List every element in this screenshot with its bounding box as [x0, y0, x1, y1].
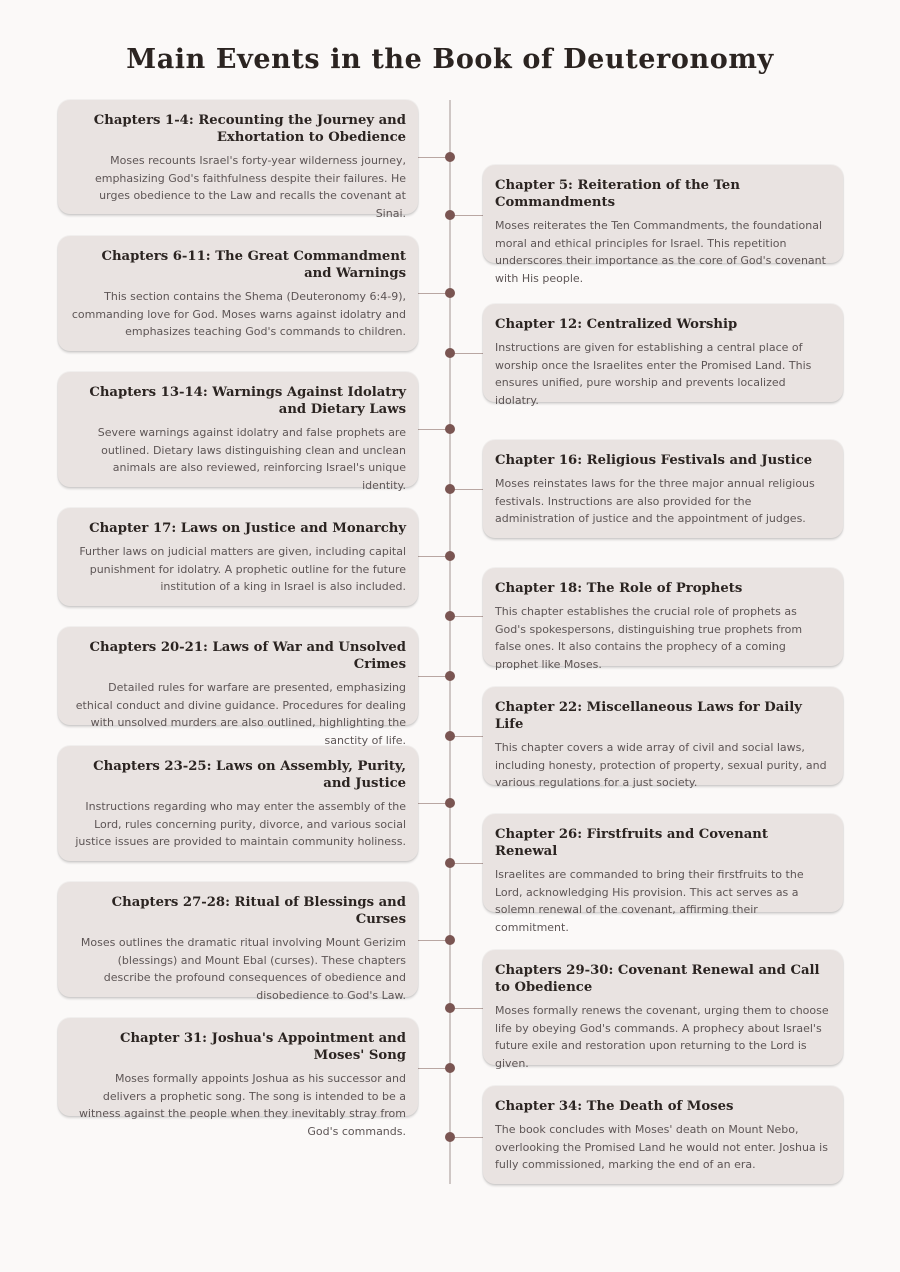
timeline-dot	[445, 731, 455, 741]
event-heading: Chapters 13-14: Warnings Against Idolatry and Dietary Laws	[89, 385, 406, 417]
event-heading: Chapter 18: The Role of Prophets	[495, 581, 743, 596]
event-card	[483, 814, 843, 934]
event-heading: Chapters 29-30: Covenant Renewal and Call to Obedience	[495, 963, 820, 995]
event-card	[483, 687, 843, 789]
event-description: This section contains the Shema (Deuteronomy 6:4-9), commanding love for God. Moses warns against idolatry and emphasizes teaching God's commands to children.	[71, 290, 406, 338]
event-heading: Chapters 6-11: The Great Commandment and Warnings	[101, 249, 406, 281]
event-card	[58, 746, 418, 861]
event-description: This chapter establishes the crucial role of prophets as God's spokespersons, distinguishing true prophets from false ones. It also contains the prophecy of a coming prophet like Moses.	[495, 605, 803, 671]
event-heading: Chapter 34: The Death of Moses	[495, 1099, 734, 1114]
event-heading: Chapters 20-21: Laws of War and Unsolved Crimes	[89, 640, 406, 672]
event-description: Israelites are commanded to bring their firstfruits to the Lord, acknowledging His provision. This act serves as a solemn renewal of the covenant, affirming their commitment.	[495, 868, 804, 934]
event-description: Instructions are given for establishing a central place of worship once the Israelites enter the Promised Land. This ensures unified, pure worship and prevents localized idolatry.	[495, 341, 812, 407]
event-description: Moses outlines the dramatic ritual involving Mount Gerizim (blessings) and Mount Ebal (curses). These chapters describe the profound consequences of obedience and disobedience to God's Law.	[80, 936, 406, 1002]
event-description: This chapter covers a wide array of civil and social laws, including honesty, protection of property, sexual purity, and various regulations for a just society.	[495, 741, 827, 789]
event-description: Severe warnings against idolatry and false prophets are outlined. Dietary laws distinguishing clean and unclean animals are also reviewed, reinforcing Israel's unique identity.	[97, 426, 406, 492]
event-description: Moses formally appoints Joshua as his successor and delivers a prophetic song. The song is intended to be a witness against the people when they inevitably stray from God's commands.	[78, 1072, 406, 1138]
timeline-line	[449, 100, 451, 1184]
event-card	[58, 100, 418, 220]
event-card	[58, 236, 418, 351]
event-card	[483, 165, 843, 285]
event-heading: Chapter 17: Laws on Justice and Monarchy	[89, 521, 406, 536]
timeline-dot	[445, 484, 455, 494]
event-heading: Chapter 5: Reiteration of the Ten Commandments	[495, 178, 740, 210]
event-description: Moses reinstates laws for the three major annual religious festivals. Instructions are also provided for the administration of justice and the appointment of judges.	[495, 477, 815, 525]
timeline-dot	[445, 551, 455, 561]
timeline-dot	[445, 798, 455, 808]
timeline-dot	[445, 424, 455, 434]
event-description: Moses recounts Israel's forty-year wilderness journey, emphasizing God's faithfulness despite their failures. He urges obedience to the Law and recalls the covenant at Sinai.	[94, 154, 406, 220]
event-card	[58, 1018, 418, 1138]
event-card	[58, 627, 418, 747]
timeline-dot	[445, 1063, 455, 1073]
timeline-dot	[445, 348, 455, 358]
event-heading: Chapter 12: Centralized Worship	[495, 317, 738, 332]
timeline-dot	[445, 152, 455, 162]
event-heading: Chapter 31: Joshua's Appointment and Moses' Song	[119, 1031, 406, 1063]
event-heading: Chapter 16: Religious Festivals and Justice	[495, 453, 813, 468]
timeline-dot	[445, 671, 455, 681]
event-description: Instructions regarding who may enter the assembly of the Lord, rules concerning purity, divorce, and various social justice issues are provided to maintain community holiness.	[75, 800, 406, 848]
event-heading: Chapter 26: Firstfruits and Covenant Renewal	[495, 827, 768, 859]
event-card	[483, 440, 843, 538]
timeline-dot	[445, 210, 455, 220]
event-card	[483, 1086, 843, 1184]
event-description: Moses formally renews the covenant, urging them to choose life by obeying God's commands. A prophecy about Israel's future exile and restoration upon returning to the Lord is given.	[495, 1004, 829, 1070]
timeline-dot	[445, 1003, 455, 1013]
timeline-dot	[445, 611, 455, 621]
event-heading: Chapters 1-4: Recounting the Journey and Exhortation to Obedience	[93, 113, 406, 145]
event-heading: Chapters 27-28: Ritual of Blessings and Curses	[111, 895, 406, 927]
timeline-dot	[445, 288, 455, 298]
event-heading: Chapters 23-25: Laws on Assembly, Purity, and Justice	[93, 759, 406, 791]
event-card	[58, 372, 418, 492]
event-card	[483, 304, 843, 407]
timeline-dot	[445, 1132, 455, 1142]
event-heading: Chapter 22: Miscellaneous Laws for Daily Life	[495, 700, 802, 732]
event-card	[483, 568, 843, 671]
timeline-dot	[445, 935, 455, 945]
event-description: The book concludes with Moses' death on Mount Nebo, overlooking the Promised Land he would not enter. Joshua is fully commissioned, marking the end of an era.	[495, 1123, 828, 1171]
event-description: Moses reiterates the Ten Commandments, the foundational moral and ethical principles for Israel. This repetition underscores their importance as the core of God's covenant with His people.	[495, 219, 826, 285]
event-card	[58, 882, 418, 1002]
event-card	[58, 508, 418, 606]
event-description: Further laws on judicial matters are given, including capital punishment for idolatry. A prophetic outline for the future institution of a king in Israel is also included.	[79, 545, 406, 593]
page-title: Main Events in the Book of Deuteronomy	[126, 44, 774, 75]
event-description: Detailed rules for warfare are presented, emphasizing ethical conduct and divine guidance. Procedures for dealing with unsolved murders are also outlined, highlighting the sanctity of life.	[75, 681, 406, 747]
event-card	[483, 950, 843, 1070]
timeline-dot	[445, 858, 455, 868]
